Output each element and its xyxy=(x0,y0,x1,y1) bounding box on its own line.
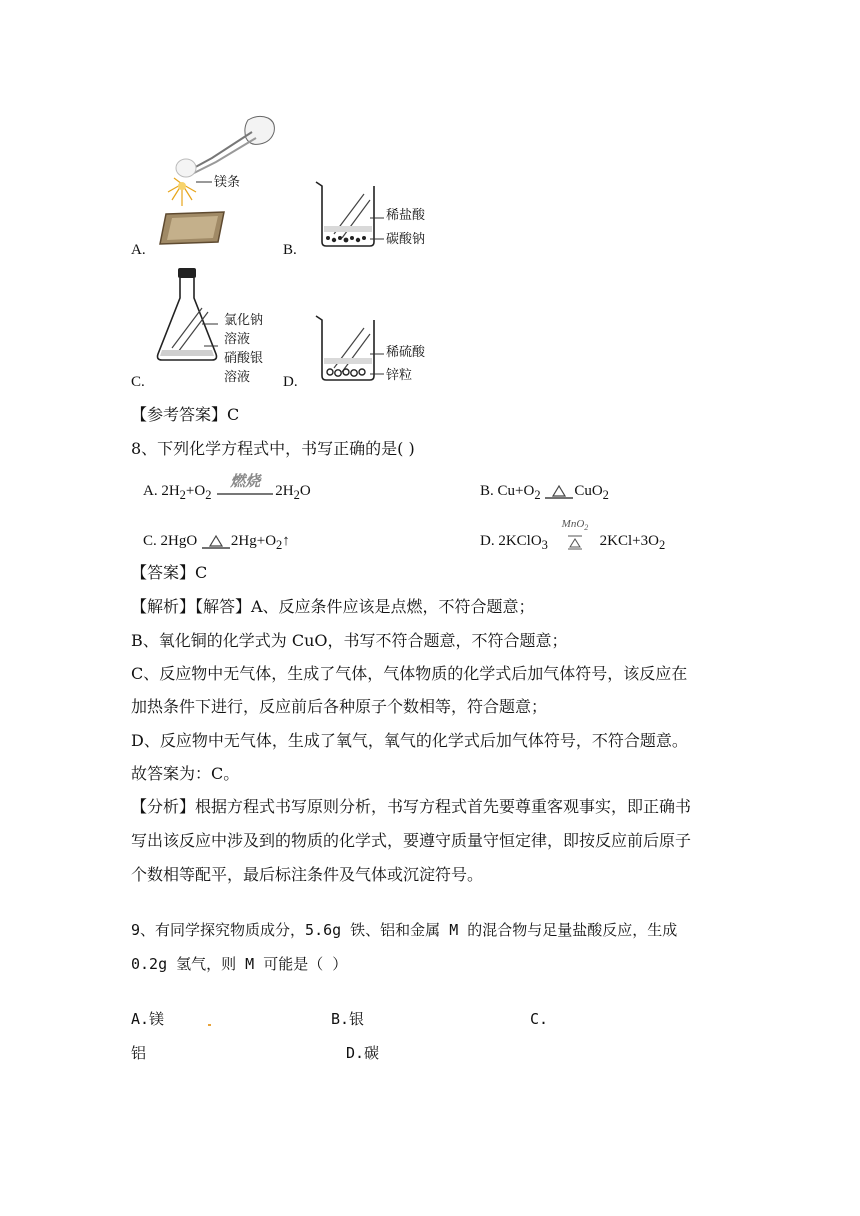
question-8-stem: 8、下列化学方程式中，书写正确的是( ) xyxy=(131,439,415,458)
explanation-line-1: 【解析】【解答】A、反应条件应该是点燃，不符合题意； xyxy=(131,597,535,616)
question-7-answer: 【参考答案】C xyxy=(131,405,240,424)
figure-d-label-acid: 稀硫酸 xyxy=(386,345,426,360)
beaker-h2so4-image xyxy=(314,314,394,384)
figure-c-label-1: 氯化钠 xyxy=(224,313,264,328)
figure-d-label-zinc: 锌粒 xyxy=(386,368,413,383)
figure-c-label-2: 溶液 xyxy=(224,332,251,347)
condition-combustion: 燃烧 xyxy=(217,483,273,495)
option-a-equation: A. $2H_2+O_2$ 燃烧 $2H_2O$ xyxy=(143,472,311,502)
option-a-magnesium: A.镁 xyxy=(131,1010,165,1028)
figure-b-letter: B. xyxy=(283,242,297,258)
explanation-line-4: 加热条件下进行，反应前后各种原子个数相等，符合题意； xyxy=(131,697,548,716)
heat-triangle-icon xyxy=(544,484,574,500)
explanation-line-2: B、氧化铜的化学式为 CuO，书写不符合题意，不符合题意； xyxy=(131,631,568,650)
question-9-stem-2: 0.2g 氢气，则 M 可能是（ ） xyxy=(131,955,348,973)
figure-a-letter: A. xyxy=(131,242,146,258)
explanation-line-6: 故答案为：C。 xyxy=(131,764,240,783)
analysis-line-2: 写出该反应中涉及到的物质的化学式，要遵守质量守恒定律，即按反应前后原子 xyxy=(131,831,692,850)
analysis-line-3: 个数相等配平，最后标注条件及气体或沉淀符号。 xyxy=(131,865,484,884)
figure-d-letter: D. xyxy=(283,374,298,390)
condition-catalyst-heat: MnO$_2$ xyxy=(554,534,598,550)
figure-a-label: 镁条 xyxy=(214,175,241,190)
option-c-aluminum: 铝 xyxy=(131,1044,147,1062)
question-9-stem-1: 9、有同学探究物质成分，5.6g 铁、铝和金属 M 的混合物与足量盐酸反应，生成 xyxy=(131,921,678,939)
option-b-silver: B.银 xyxy=(331,1010,365,1028)
explanation-line-3: C、反应物中无气体，生成了气体，气体物质的化学式后加气体符号，该反应在 xyxy=(131,664,688,683)
figure-c-label-3: 硝酸银 xyxy=(224,351,264,366)
option-d-equation: D. 2KClO$_3$ MnO$_2$ $2KCl+3O_2$ xyxy=(480,517,666,552)
figure-b-label-carbonate: 碳酸钠 xyxy=(386,232,426,247)
figure-c-label-4: 溶液 xyxy=(224,370,251,385)
option-c-equation: C. 2HgO $2Hg+O_2↑$ xyxy=(143,533,290,552)
question-8-answer: 【答案】C xyxy=(131,563,208,582)
beaker-hcl-image xyxy=(314,180,394,250)
option-b-equation: B. $Cu+O_2$ CuO$_2$ xyxy=(480,483,609,502)
analysis-line-1: 【分析】根据方程式书写原则分析，书写方程式首先要尊重客观事实，即正确书 xyxy=(131,797,692,816)
figure-b-label-acid: 稀盐酸 xyxy=(386,208,426,223)
option-d-carbon: D.碳 xyxy=(346,1044,380,1062)
explanation-line-5: D、反应物中无气体，生成了氧气，氧气的化学式后加气体符号，不符合题意。 xyxy=(131,731,688,750)
mark-dot xyxy=(208,1024,211,1026)
option-c-label: C. xyxy=(530,1010,549,1028)
figure-c-letter: C. xyxy=(131,374,145,390)
heat-triangle-icon xyxy=(201,534,231,550)
